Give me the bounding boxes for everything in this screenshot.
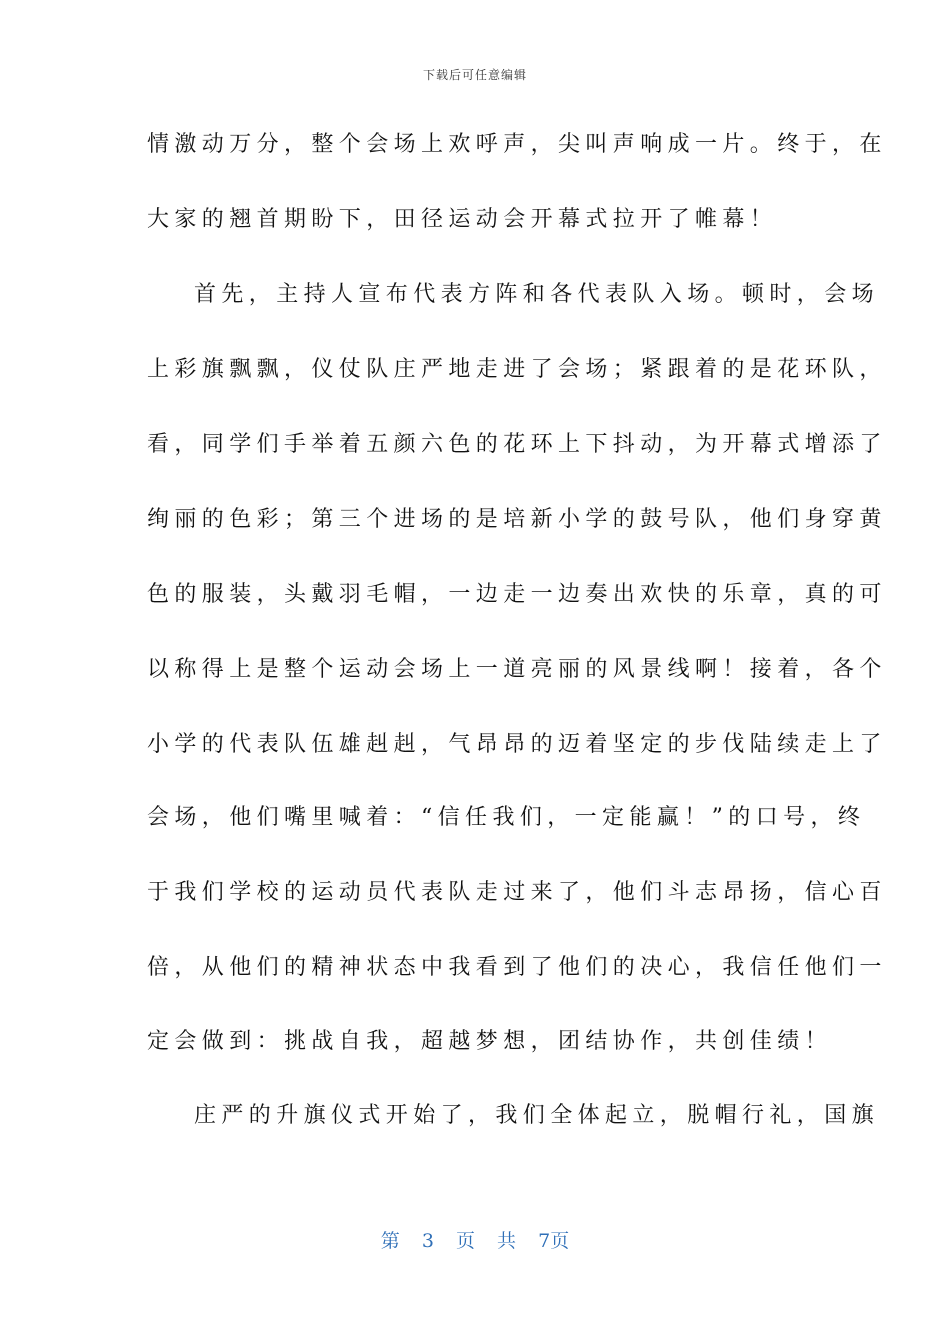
footer-total-prefix: 共 (497, 1230, 517, 1252)
page-header: 下载后可任意编辑 (422, 68, 527, 82)
body-line-4: 上彩旗飘飘，仪仗队庄严地走进了会场；紧跟着的是花环队， (147, 357, 887, 382)
body-line-2: 大家的翘首期盼下，田径运动会开幕式拉开了帷幕！ (147, 207, 778, 232)
footer-page-word: 页 (455, 1230, 475, 1252)
footer-current-page: 3 (421, 1230, 434, 1252)
body-line-3: 首先，主持人宣布代表方阵和各代表队入场。顿时，会场 (194, 282, 880, 307)
body-line-1: 情激动万分，整个会场上欢呼声，尖叫声响成一片。终于，在 (147, 132, 887, 157)
body-line-13: 定会做到：挑战自我，超越梦想，团结协作，共创佳绩！ (147, 1029, 833, 1054)
body-line-7: 色的服装，头戴羽毛帽，一边走一边奏出欢快的乐章，真的可 (147, 582, 887, 607)
body-line-10: 会场，他们嘴里喊着：“信任我们，一定能赢！”的口号，终 (147, 805, 866, 830)
body-line-5: 看，同学们手举着五颜六色的花环上下抖动，为开幕式增添了 (147, 432, 887, 457)
body-line-11: 于我们学校的运动员代表队走过来了，他们斗志昂扬，信心百 (147, 880, 887, 905)
body-line-8: 以称得上是整个运动会场上一道亮丽的风景线啊！接着，各个 (147, 657, 887, 682)
footer-page-prefix: 第 (380, 1230, 400, 1252)
body-line-14: 庄严的升旗仪式开始了，我们全体起立，脱帽行礼，国旗 (194, 1103, 880, 1128)
footer-total-pages: 7页 (538, 1230, 570, 1252)
body-line-12: 倍，从他们的精神状态中我看到了他们的决心，我信任他们一 (147, 955, 887, 980)
page-footer (0, 1226, 950, 1253)
body-line-6: 绚丽的色彩；第三个进场的是培新小学的鼓号队，他们身穿黄 (147, 507, 887, 532)
body-line-9: 小学的代表队伍雄赳赳，气昂昂的迈着坚定的步伐陆续走上了 (147, 732, 887, 757)
